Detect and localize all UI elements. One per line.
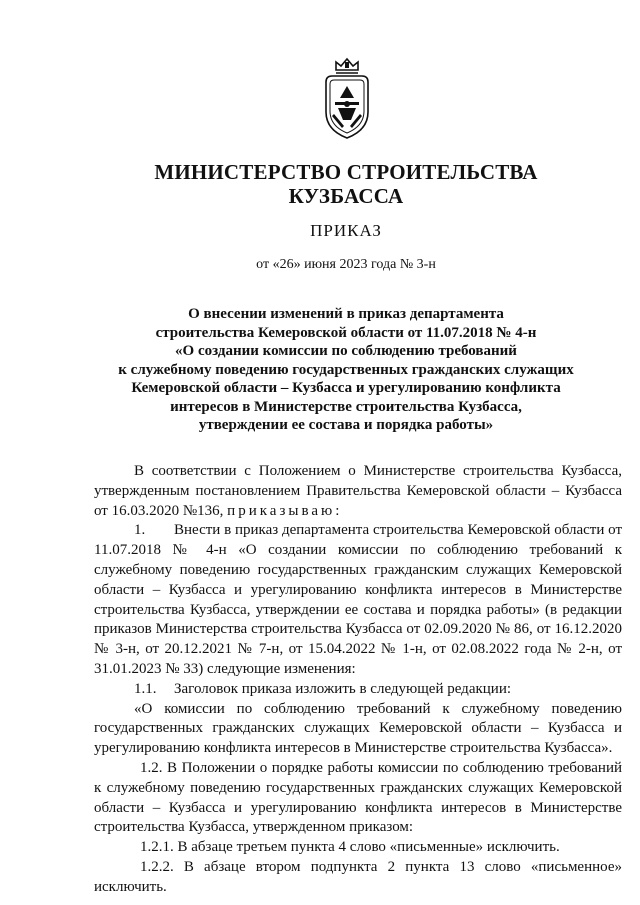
item-1-1-number: 1.1. xyxy=(134,680,157,697)
document-title xyxy=(0,305,640,435)
kuzbass-coat-of-arms-icon xyxy=(316,56,378,140)
ministry-name-line-2: КУЗБАССА xyxy=(288,184,404,208)
item-1-number: 1. xyxy=(134,522,146,539)
title-line-3: «О создании комиссии по соблюдению требований xyxy=(175,343,517,359)
item-1-2-2-paragraph: 1.2.2. В абзаце втором подпункта 2 пункта 13 слово «письменное» исключить. xyxy=(94,858,622,895)
item-1-1-text: Заголовок приказа изложить в следующей редакции: xyxy=(174,680,512,697)
document-body xyxy=(94,462,622,898)
item-1-text: Внести в приказ департамента строительства Кемеровской области от 11.07.2018 № 4-н «О создании комиссии по соблюдению требований к служебному поведению государственных гражданским служащих Кемеровской области – Кузбасса и урегулированию конфликта интересов в Министерстве строительства Кузбасса, утверждении ее состава и порядка работы» (в редакции приказов Министерства строительства Кузбасса от 02.09.2020 № 86, от 16.12.2020 № 3-н, от 20.12.2021 № 7-н, от 15.04.2022 № 1-н, от 02.08.2022 года № 2-н, от 31.01.2023 № 33) следующие изменения: xyxy=(94,522,622,677)
intro-paragraph xyxy=(94,462,622,521)
title-line-4: к служебному поведению государственных гражданских служащих xyxy=(118,361,574,378)
ministry-name-line-1: МИНИСТЕРСТВО СТРОИТЕЛЬСТВА xyxy=(154,160,538,184)
ministry-name xyxy=(0,160,640,208)
title-line-6: интересов в Министерстве строительства Кузбасса, xyxy=(170,398,522,415)
item-1-1-paragraph xyxy=(94,680,622,700)
title-line-5: Кемеровской области – Кузбасса и урегулированию конфликта xyxy=(131,380,561,396)
item-1-paragraph xyxy=(94,521,622,679)
title-line-7: утверждении ее состава и порядка работы» xyxy=(198,417,494,433)
order-date: от «26» июня 2023 года № 3-н xyxy=(256,257,436,272)
intro-text: В соответствии с Положением о Министерстве строительства Кузбасса, утвержденным постановлением Правительства Кемеровской области – Кузбасса от 16.03.2020 №136, xyxy=(94,463,622,519)
order-heading: ПРИКАЗ xyxy=(310,221,382,240)
quote-paragraph: «О комиссии по соблюдению требований к служебному поведению государственных гражданских служащих Кемеровской области – Кузбасса и урегулированию конфликта интересов в Министерстве строительства Кузбасса». xyxy=(94,700,622,757)
title-line-2: строительства Кемеровской области от 11.07.2018 № 4-н xyxy=(155,324,537,341)
item-1-2-1-paragraph: 1.2.1. В абзаце третьем пункта 4 слово «письменные» исключить. xyxy=(140,839,560,856)
order-keyword: приказываю: xyxy=(227,502,343,519)
title-line-1: О внесении изменений в приказ департамента xyxy=(188,306,504,322)
item-1-2-paragraph: 1.2. В Положении о порядке работы комиссии по соблюдению требований к служебному поведению государственных гражданских служащих Кемеровской области – Кузбасса и урегулированию конфликта интересов в Министерстве строительства Кузбасса, утвержденном приказом: xyxy=(94,759,622,836)
